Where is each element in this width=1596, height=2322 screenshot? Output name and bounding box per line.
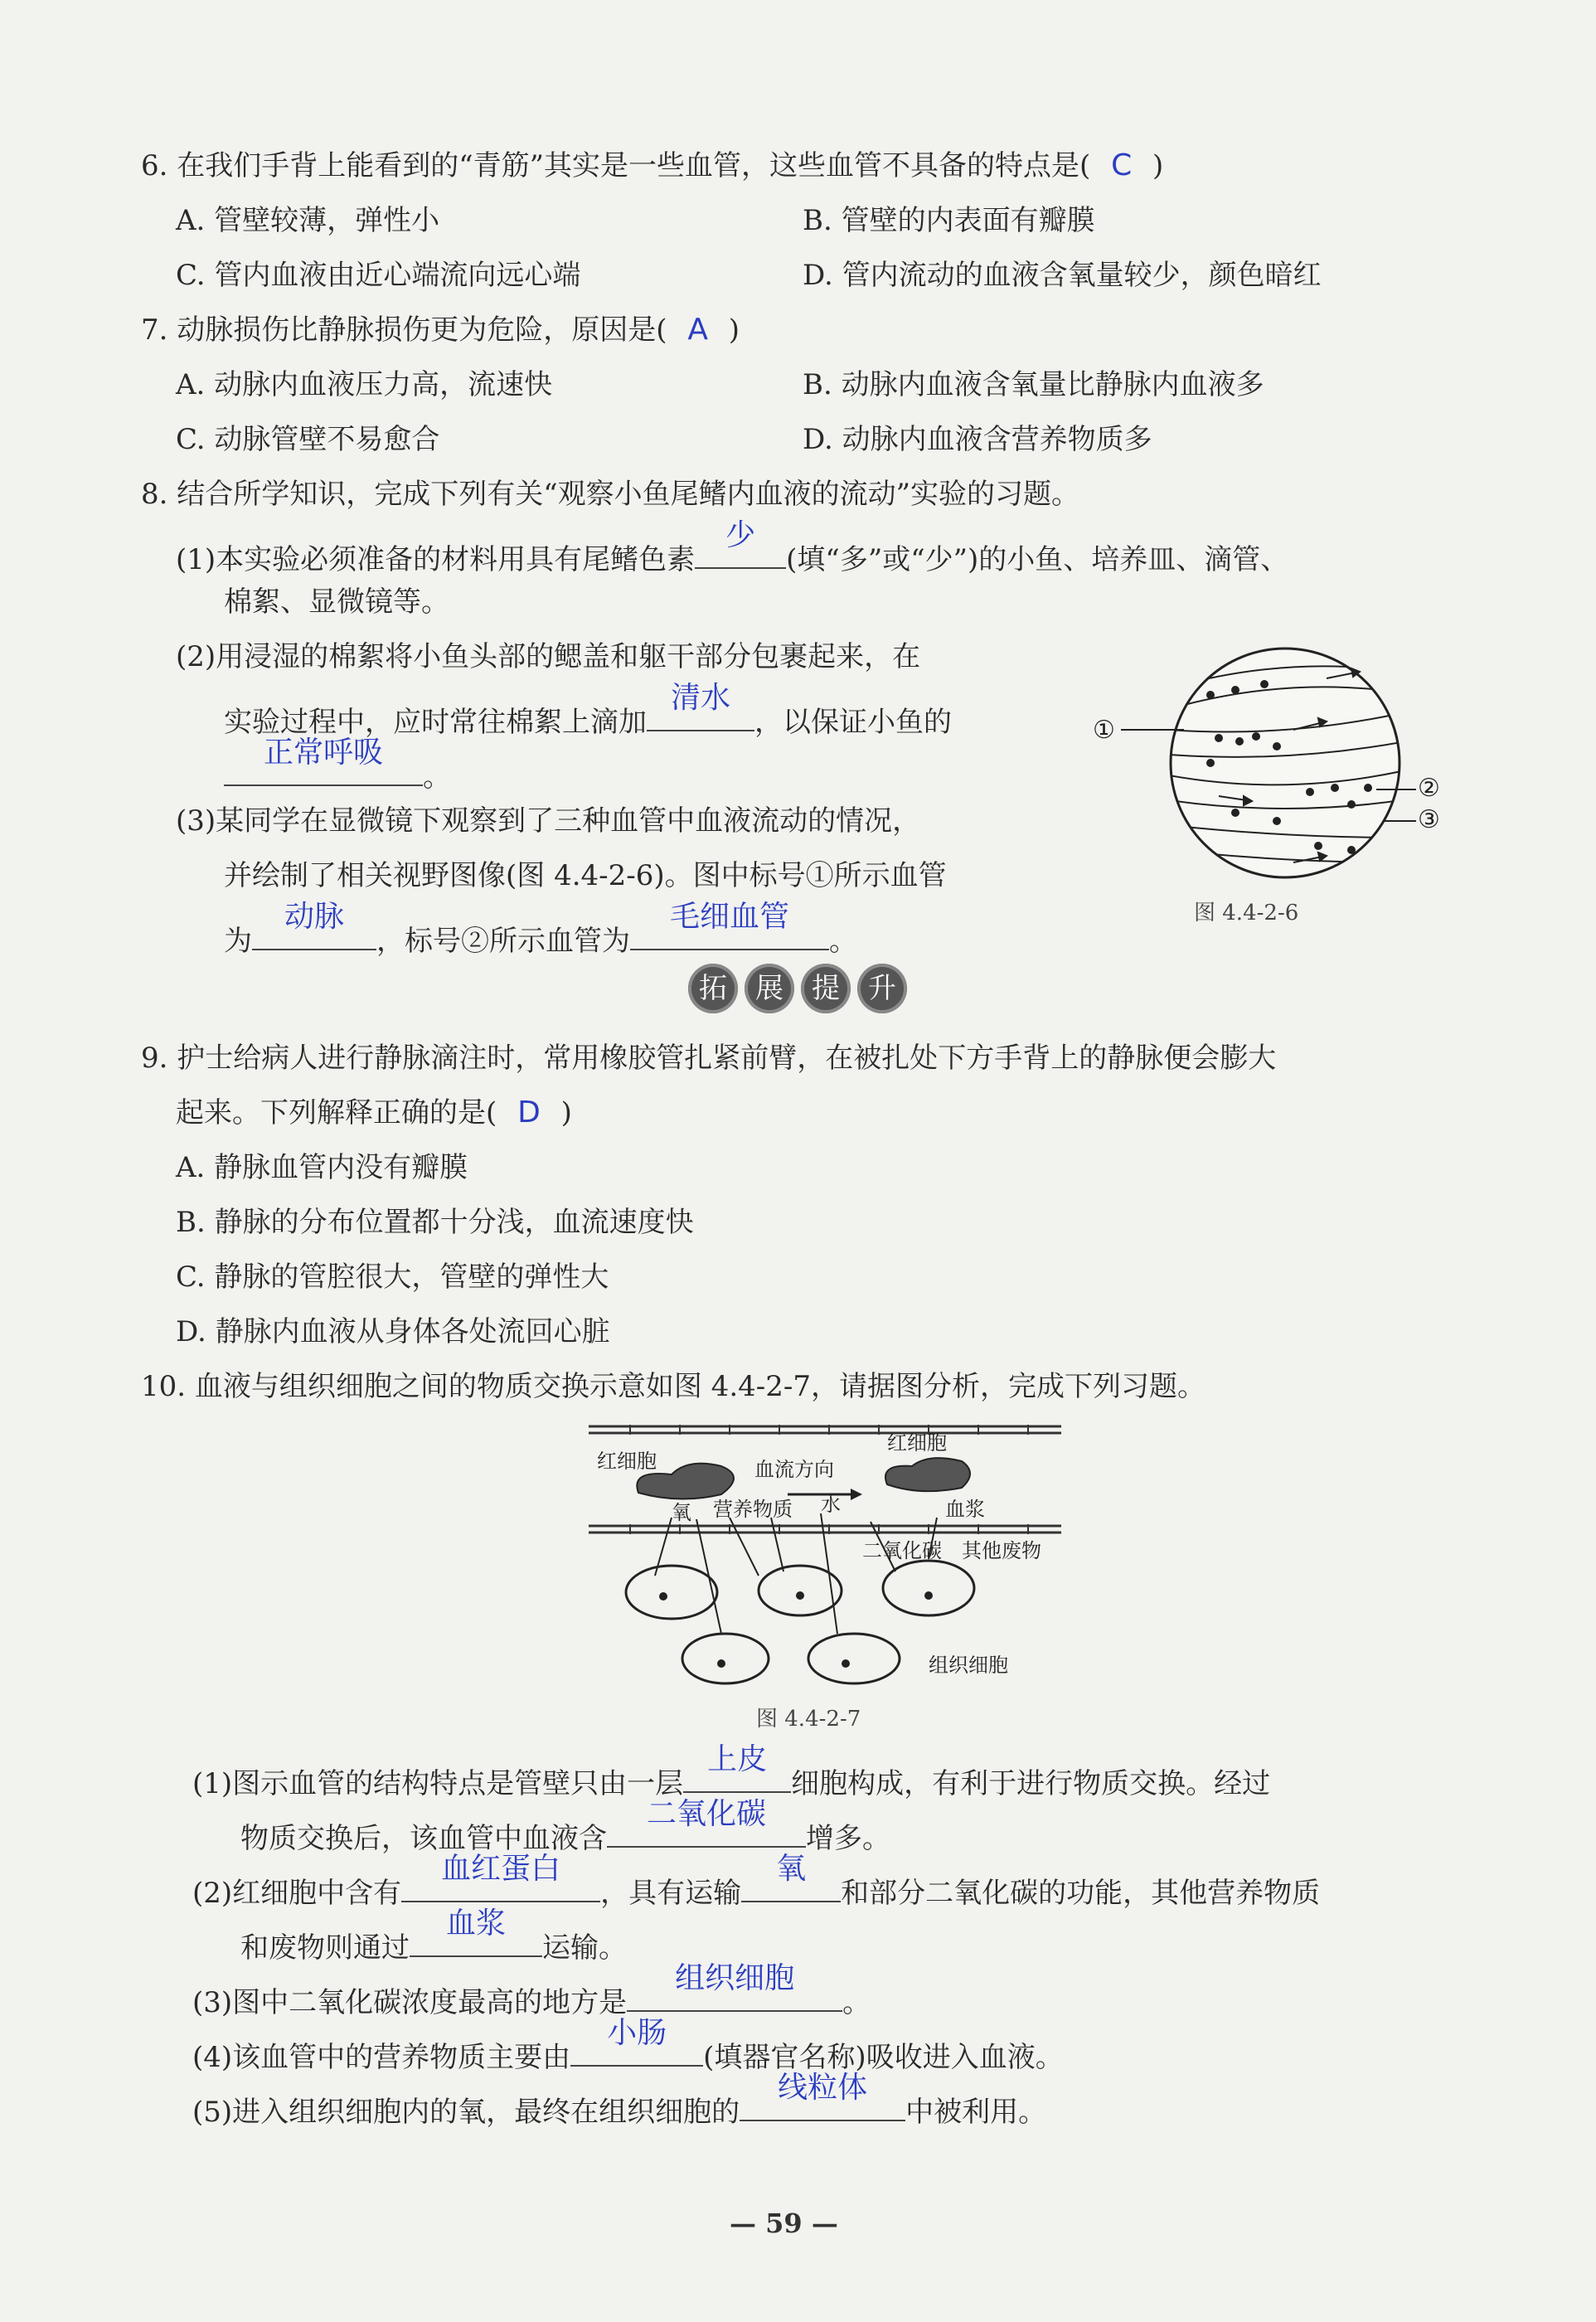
q6-option-a: A. 管壁较薄，弹性小: [176, 204, 440, 237]
q6-option-c: C. 管内血液由近心端流向远心端: [176, 259, 581, 292]
q10-blank-2: 二氧化碳: [607, 1810, 806, 1848]
q8-blank-5: 毛细血管: [630, 912, 829, 950]
q10-blank-4: 氧: [741, 1864, 841, 1902]
q6-answer: C: [1111, 148, 1133, 182]
q8-part1-cont: 棉絮、显微镜等。: [224, 585, 449, 619]
q6-option-b: B. 管壁的内表面有瓣膜: [803, 204, 1095, 237]
q10-blank-1: 上皮: [683, 1755, 791, 1793]
q10-blank-3: 血红蛋白: [401, 1864, 600, 1902]
q10-part2-line2: 和废物则通过 血浆 运输。: [240, 1907, 627, 1965]
label-1: ①: [1093, 716, 1115, 745]
q8-part2-line3: 正常呼吸 。: [224, 748, 451, 795]
figure-caption-1: 图 4.4-2-6: [1194, 901, 1299, 925]
label-nutrients: 营养物质: [713, 1498, 793, 1521]
q6-option-d: D. 管内流动的血液含氧量较少，颜色暗红: [803, 259, 1322, 292]
section-heading: [688, 964, 907, 1013]
q10-part1-line2: 物质交换后，该血管中血液含 二氧化碳 增多。: [240, 1797, 890, 1855]
label-water: 水: [821, 1493, 841, 1516]
capillary-exchange-figure: [580, 1418, 1070, 1692]
q9-answer: D: [517, 1095, 541, 1129]
q10-stem: 10. 血液与组织细胞之间的物质交换示意如图 4.4-2-7，请据图分析，完成下列习题。: [141, 1370, 1205, 1403]
label-tissue: 组织细胞: [929, 1654, 1008, 1677]
q7-answer: A: [687, 313, 708, 347]
q7-option-d: D. 动脉内血液含营养物质多: [803, 423, 1152, 456]
page-number: — 59 —: [730, 2208, 838, 2239]
q8-part2-line2: 实验过程中，应时常往棉絮上滴加 清水 ，以保证小鱼的: [224, 681, 952, 739]
q8-blank-3: 正常呼吸: [224, 748, 423, 786]
figure-caption-2: 图 4.4-2-7: [756, 1707, 861, 1732]
microscope-field-figure: [1086, 639, 1459, 896]
q10-part5: (5)进入组织细胞内的氧，最终在组织细胞的 线粒体 中被利用。: [192, 2071, 1047, 2129]
q6-stem: 6. 在我们手背上能看到的“青筋”其实是一些血管，这些血管不具备的特点是( C ): [141, 148, 1164, 182]
q10-blank-8: 线粒体: [740, 2083, 905, 2121]
q7-option-b: B. 动脉内血液含氧量比静脉内血液多: [803, 368, 1264, 401]
label-waste: 其他废物: [962, 1539, 1041, 1562]
q8-part3-line2: 并绘制了相关视野图像(图 4.4-2-6)。图中标号①所示血管: [224, 859, 947, 892]
section-char-1: 拓: [688, 964, 738, 1013]
q9-option-d: D. 静脉内血液从身体各处流回心脏: [176, 1315, 610, 1348]
label-3: ③: [1418, 805, 1440, 834]
label-2: ②: [1418, 774, 1440, 803]
q8-blank-1: 少: [695, 531, 786, 569]
q10-part2-line1: (2)红细胞中含有 血红蛋白 ，具有运输 氧 和部分二氧化碳的功能，其他营养物质: [192, 1852, 1321, 1910]
q10-part1-line1: (1)图示血管的结构特点是管壁只由一层 上皮 细胞构成，有利于进行物质交换。经过: [192, 1742, 1271, 1800]
label-flow: 血流方向: [754, 1458, 834, 1481]
section-char-4: 升: [857, 964, 907, 1013]
q9-option-c: C. 静脉的管腔很大，管壁的弹性大: [176, 1261, 609, 1294]
q10-part3: (3)图中二氧化碳浓度最高的地方是 组织细胞 。: [192, 1961, 871, 2019]
label-rbc-right: 红细胞: [887, 1431, 947, 1455]
label-rbc-left: 红细胞: [597, 1450, 657, 1473]
section-char-2: 展: [745, 964, 794, 1013]
q8-part3-line1: (3)某同学在显微镜下观察到了三种血管中血液流动的情况，: [176, 804, 921, 838]
label-plasma: 血浆: [945, 1498, 985, 1521]
q9-stem-line1: 9. 护士给病人进行静脉滴注时，常用橡胶管扎紧前臂，在被扎处下方手背上的静脉便会膨大: [141, 1042, 1277, 1075]
label-co2: 二氧化碳: [862, 1539, 942, 1562]
label-oxygen: 氧: [672, 1501, 691, 1524]
q8-part2-line1: (2)用浸湿的棉絮将小鱼头部的鳃盖和躯干部分包裹起来，在: [176, 640, 921, 673]
q10-blank-5: 血浆: [410, 1919, 542, 1957]
q7-option-c: C. 动脉管壁不易愈合: [176, 423, 440, 456]
q7-option-a: A. 动脉内血液压力高，流速快: [176, 368, 553, 401]
q7-stem: 7. 动脉损伤比静脉损伤更为危险，原因是( A ): [141, 313, 740, 347]
q8-part3-line3: 为 动脉 ，标号②所示血管为 毛细血管 。: [224, 900, 857, 958]
q8-blank-2: 清水: [647, 693, 754, 731]
q8-stem: 8. 结合所学知识，完成下列有关“观察小鱼尾鳍内血液的流动”实验的习题。: [141, 478, 1080, 511]
q10-part4: (4)该血管中的营养物质主要由 小肠 (填器官名称)吸收进入血液。: [192, 2016, 1064, 2074]
q9-option-b: B. 静脉的分布位置都十分浅，血流速度快: [176, 1206, 694, 1239]
q9-stem-line2: 起来。下列解释正确的是( D ): [176, 1095, 572, 1129]
q8-part1: (1)本实验必须准备的材料用具有尾鳍色素 少 (填“多”或“少”)的小鱼、培养皿、滴管、: [176, 518, 1289, 576]
q9-option-a: A. 静脉血管内没有瓣膜: [176, 1151, 468, 1184]
q8-blank-4: 动脉: [252, 912, 376, 950]
q10-blank-6: 组织细胞: [627, 1974, 842, 2012]
q10-blank-7: 小肠: [570, 2028, 703, 2067]
section-char-3: 提: [801, 964, 851, 1013]
